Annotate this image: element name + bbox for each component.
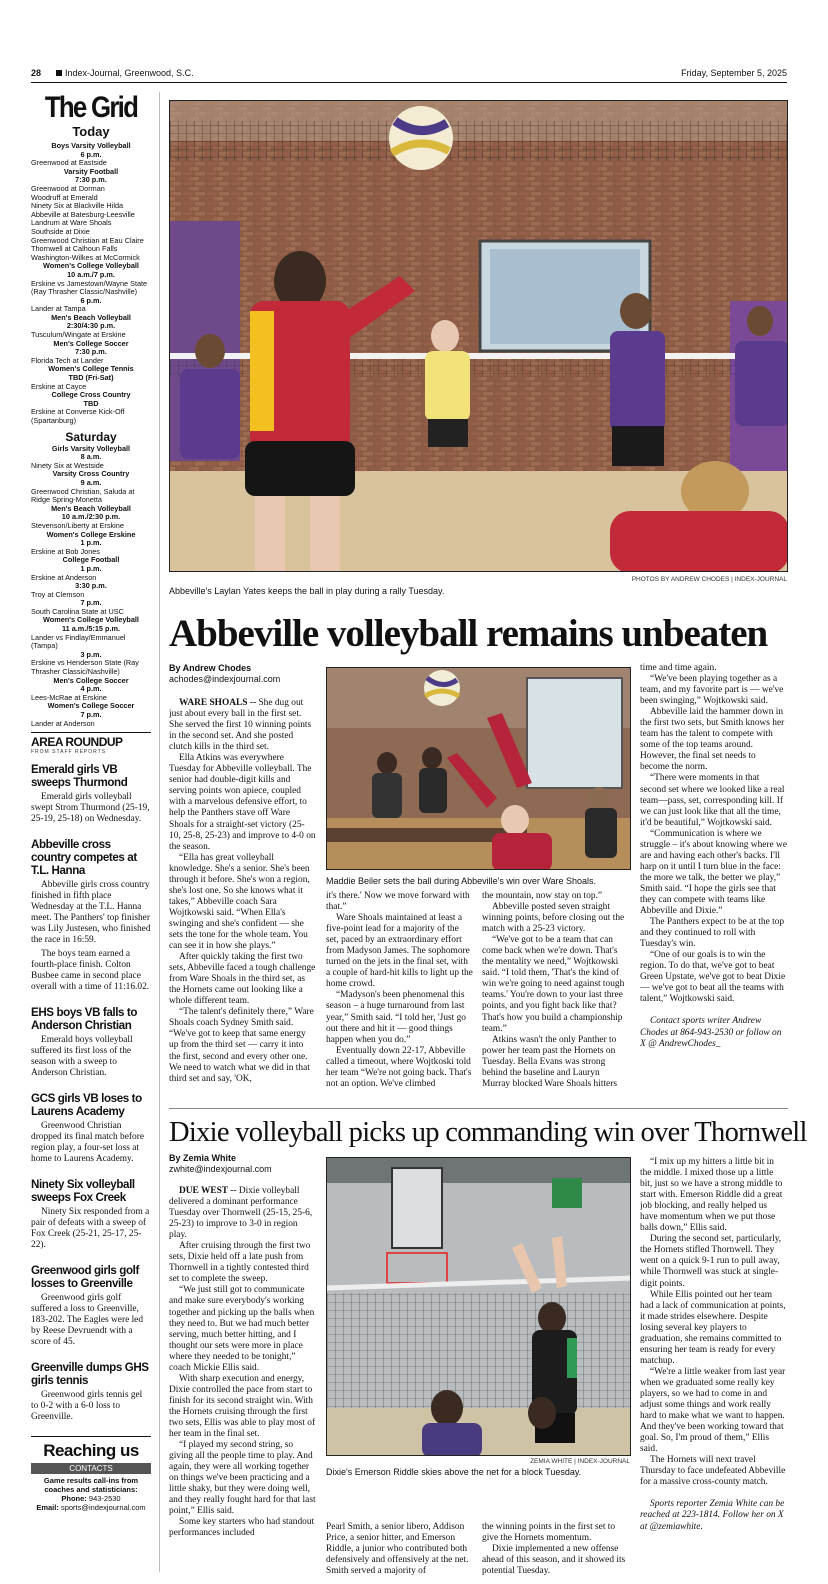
inset-photo-caption: Maddie Beiler sets the ball during Abbeville's win over Ware Shoals. bbox=[326, 876, 597, 886]
brief-paragraph: Greenwood Christian dropped its final match before region play, a four-set loss at home to Laurens Academy. bbox=[31, 1121, 144, 1165]
schedule-game: Lander at Anderson bbox=[31, 718, 95, 728]
schedule-heading: Boys Varsity Volleyball bbox=[51, 141, 131, 150]
story-paragraph: the winning points in the first set to give the Hornets momentum. bbox=[482, 1522, 616, 1544]
brief-headline: GCS girls VB loses to Laurens Academy bbox=[31, 1092, 142, 1119]
roundup-briefs bbox=[31, 763, 151, 1423]
story-paragraph: “We've been playing together as a team, and my favorite part is — we've been swinging,” Wojtkowski said. bbox=[640, 674, 784, 707]
schedule-heading: TBD (Fri-Sat) bbox=[68, 373, 114, 383]
story1-column-1 bbox=[169, 698, 316, 1100]
schedule-heading: 7:30 p.m. bbox=[75, 347, 107, 357]
brief-paragraph: Abbeville girls cross country finished in fifth place Wednesday at the T.L. Hanna meet. The Panthers' top finisher was Lily Justesen, who finished the race in 16:59. bbox=[31, 880, 151, 946]
schedule-game: Greenwood Christian at Eau Claire bbox=[31, 235, 144, 245]
today-schedule bbox=[31, 142, 151, 426]
story-paragraph: Abbeville posted seven straight winning points, before closing out the match with a 25-23 victory. bbox=[482, 902, 625, 935]
story1-column-2 bbox=[326, 891, 473, 1100]
schedule-heading: Men's College Soccer bbox=[53, 338, 129, 348]
story-paragraph: “The talent's definitely there,” Ware Shoals coach Sydney Smith said. “We've got to keep that same energy up from the third set — carry it into the first, second and every other one. We need to watch what we did in that third set and say, 'OK, bbox=[169, 1007, 314, 1084]
story-paragraph: Atkins wasn't the only Panther to power her team past the Hornets on Tuesday. Bella Evans was strong behind the baseline and Lauryn Murray blocked Ware Shoals hitters bbox=[482, 1034, 617, 1089]
story1-headline: Abbeville volleyball remains unbeaten bbox=[169, 612, 768, 655]
dateline: DUE WEST -- bbox=[179, 1186, 239, 1196]
schedule-game: Southside at Dixie bbox=[31, 226, 90, 236]
roundup-brief bbox=[31, 1361, 151, 1423]
story2-column-3 bbox=[482, 1522, 629, 1578]
roundup-brief bbox=[31, 1006, 151, 1079]
grid-title: The Grid bbox=[44, 92, 138, 124]
schedule-game: Lees-McRae at Erskine bbox=[31, 692, 107, 702]
story2-column-1 bbox=[169, 1186, 316, 1578]
brief-paragraph: The boys team earned a fourth-place finish. Colton Busbee came in second place overall with a time of 11:16.02. bbox=[31, 949, 150, 993]
schedule-game: Lander vs Findlay/Emmanuel (Tampa) bbox=[31, 632, 126, 651]
brief-paragraph: Ninety Six responded from a pair of defeats with a sweep of Fox Creek (25-21, 25-17, 25-22). bbox=[31, 1207, 150, 1251]
brief-headline: Ninety Six volleyball sweeps Fox Creek bbox=[31, 1178, 135, 1205]
schedule-game: Washington-Wilkes at McCormick bbox=[31, 252, 140, 262]
writer-contact: Sports reporter Zemia White can be reached at 223-1814. Follow her on X at @zemiawhite. bbox=[640, 1499, 785, 1532]
reaching-us-title: Reaching us bbox=[43, 1441, 139, 1461]
schedule-heading: Women's College Tennis bbox=[48, 364, 134, 374]
schedule-game: Erskine at Cayce bbox=[31, 381, 87, 391]
contacts-email: Email: sports@indexjournal.com bbox=[36, 1503, 146, 1513]
dateline: WARE SHOALS -- bbox=[179, 698, 259, 708]
schedule-heading: Men's College Soccer bbox=[53, 675, 129, 685]
story1-column-3 bbox=[482, 891, 629, 1100]
story-paragraph: “We're a little weaker from last year when we graduated some really key players, so we had to come in and adjust some things and work really hard to make what we want to happen. And they've been working toward that goal. So, I'm proud of them,” Ellis said. bbox=[640, 1366, 786, 1455]
square-bullet-icon bbox=[56, 70, 62, 76]
contacts-bar: CONTACTS bbox=[31, 1463, 151, 1474]
brief-paragraph: Greenwood girls tennis gel to 0-2 with a 6-0 loss to Greenville. bbox=[31, 1390, 143, 1423]
brief-paragraph: Greenwood girls golf suffered a loss to Greenville, 183-202. The Eagles were led by Reese Devruendt with a score of 45. bbox=[31, 1293, 144, 1348]
schedule-heading: 1 p.m. bbox=[80, 538, 102, 548]
brief-headline: Abbeville cross country competes at T.L. Hanna bbox=[31, 838, 137, 878]
story2-column-4 bbox=[640, 1157, 787, 1578]
roundup-brief bbox=[31, 1092, 151, 1165]
story-paragraph: Pearl Smith, a senior libero, Addison Price, a senior hitter, and Emerson Riddle, a junior who contributed both defensively and offensively at the net. Smith served a majority of bbox=[326, 1522, 469, 1577]
story2-headline: Dixie volleyball picks up commanding win over Thornwell bbox=[169, 1117, 807, 1148]
schedule-game: Erskine vs Henderson State (Ray Thrasher Classic/Nashville) bbox=[31, 658, 139, 677]
schedule-heading: 6 p.m. bbox=[80, 295, 102, 305]
story-paragraph: Dixie implemented a new offense ahead of this season, and it showed its potential Tuesday. bbox=[482, 1544, 626, 1577]
schedule-game: South Carolina State at USC bbox=[31, 606, 124, 616]
schedule-game: Erskine at Anderson bbox=[31, 572, 97, 582]
schedule-heading: TBD bbox=[83, 398, 99, 408]
schedule-heading: 2:30/4:30 p.m. bbox=[66, 321, 116, 331]
main-photo-caption: Abbeville's Laylan Yates keeps the ball in play during a rally Tuesday. bbox=[169, 586, 445, 596]
main-photo-credit: PHOTOS BY ANDREW CHODES | INDEX-JOURNAL bbox=[631, 576, 787, 583]
story-paragraph: “Madyson's been phenomenal this season – a huge turnaround from last year,” Smith said. “I told her, 'Just go out there and hit it — good things happen when you do.” bbox=[326, 990, 466, 1045]
story2-photo bbox=[326, 1157, 631, 1456]
schedule-game: Erskine at Bob Jones bbox=[31, 546, 100, 556]
roundup-subtitle: FROM STAFF REPORTS bbox=[31, 749, 107, 756]
story-paragraph: The Hornets will next travel Thursday to face undefeated Abbeville for a massive cross-county match. bbox=[640, 1455, 786, 1488]
brief-paragraph: Emerald girls volleyball swept Strom Thurmond (25-19, 25-19, 25-18) on Wednesday. bbox=[31, 792, 150, 825]
schedule-heading: Women's College Soccer bbox=[47, 701, 135, 711]
story1-email[interactable]: achodes@indexjournal.com bbox=[169, 674, 281, 684]
page-header bbox=[31, 66, 787, 82]
story2-photo-credit: ZEMIA WHITE | INDEX-JOURNAL bbox=[530, 1458, 630, 1465]
brief-headline: Emerald girls VB sweeps Thurmond bbox=[31, 763, 128, 790]
story-paragraph: “Communication is where we struggle – it's about knowing where we are and having each other's backs. I'll harp on it until I turn blue in the face: the more we talk, the better we play,” Smith said. “I hope the girls see that they can compete with teams like Abbeville and Dixie.” bbox=[640, 828, 787, 917]
story1-column-4 bbox=[640, 663, 787, 1103]
roundup-brief bbox=[31, 1178, 151, 1251]
brief-paragraph: Emerald boys volleyball suffered its first loss of the season with a sweep to Anderson Christian. bbox=[31, 1035, 133, 1079]
schedule-heading: 3 p.m. bbox=[80, 649, 102, 659]
grid-rule bbox=[31, 732, 151, 733]
story2-byline bbox=[169, 1153, 319, 1175]
schedule-heading: 7:30 p.m. bbox=[75, 175, 107, 185]
story-paragraph: After cruising through the first two sets, Dixie held off a late push from Thornwell in a tightly contested third set to complete the sweep. bbox=[169, 1241, 311, 1285]
story-paragraph: Eventually down 22-17, Abbeville called a timeout, where Wojtkoski told her team “We're not going back. That's not an option. We've climbed bbox=[326, 1045, 472, 1089]
roundup-brief bbox=[31, 1264, 151, 1348]
left-column bbox=[31, 92, 151, 1572]
schedule-game: Troy at Clemson bbox=[31, 589, 85, 599]
schedule-heading: College Football bbox=[62, 555, 120, 565]
contacts-phone: Phone: 943-2530 bbox=[61, 1494, 121, 1504]
story2-column-2 bbox=[326, 1522, 473, 1578]
story-paragraph: “We've got to be a team that can come back when we're down. That's the mentality we need,” Wojtkowski said. “I told them, 'That's the kind of win we're going to need against tough teams.' You're down to your last three points, and you fight back like that? That's how you build a championship team.” bbox=[482, 935, 625, 1034]
story-paragraph: “One of our goals is to win the region. To do that, we've got to beat Green Upstate, we've got to beat Dixie — we've got to beat all the teams with talent,” Wojtkowski said. bbox=[640, 950, 786, 1005]
inset-photo bbox=[326, 667, 631, 870]
story-paragraph: “Ella has great volleyball knowledge. She's a senior. She's been through it before. She's won a region, she's lost one. So she knows what it takes,” Abbeville coach Sara Wojtkowski said. “When Ella's swinging and she's confident — she sets the tone for the whole team. You can see it in how she plays.” bbox=[169, 852, 310, 952]
schedule-game: Greenwood at Eastside bbox=[31, 158, 107, 168]
schedule-heading: Women's College Erskine bbox=[46, 529, 136, 539]
contacts-rule bbox=[31, 1436, 151, 1437]
schedule-game: Greenwood Christian, Saluda at Ridge Spring-Monetta bbox=[31, 486, 135, 505]
brief-headline: Greenwood girls golf losses to Greenville bbox=[31, 1264, 139, 1291]
page-number: 28 bbox=[31, 68, 42, 78]
story-separator bbox=[169, 1108, 788, 1109]
schedule-heading: 10 a.m./7 p.m. bbox=[67, 269, 115, 279]
schedule-game: Ninety Six at Blackville Hilda bbox=[31, 201, 124, 211]
story-paragraph: Ware Shoals maintained at least a five-point lead for a majority of the set, paced by an extraordinary effort from Madyson James. The sophomore turned on the jets in the final set, with a couple of hard-hit kills to light up the home crowd. bbox=[326, 913, 473, 990]
grid-saturday-heading: Saturday bbox=[65, 429, 117, 444]
schedule-game: Erskine vs Jamestown/Wayne State (Ray Thrasher Classic/Nashville) bbox=[31, 278, 148, 297]
schedule-heading: 1 p.m. bbox=[80, 563, 102, 573]
schedule-heading: 9 a.m. bbox=[80, 477, 102, 487]
schedule-heading: Men's Beach Volleyball bbox=[51, 503, 131, 513]
story1-author: By Andrew Chodes bbox=[169, 663, 252, 673]
story1-byline bbox=[169, 663, 319, 685]
story-paragraph: “I played my second string, so giving all the people time to play. And again, they were all working together on things we've been practicing and a little shaky, but they were doing well, and they really fought hard for that last point,” Ellis said. bbox=[169, 1440, 316, 1517]
schedule-heading: 6 p.m. bbox=[80, 149, 102, 159]
story-paragraph: With sharp execution and energy, Dixie controlled the pace from start to finish for its second straight win. With the Hornets cruising through the first two sets, Ellis was able to play most of her team in the final set. bbox=[169, 1373, 316, 1440]
schedule-heading: Women's College Volleyball bbox=[43, 261, 139, 271]
main-photo bbox=[169, 100, 788, 572]
saturday-schedule bbox=[31, 445, 151, 729]
story-paragraph: WARE SHOALS -- She dug out just about every ball in the first set. She served the first 10 winning points in the second set. And she posted clutch kills in the third set. bbox=[169, 698, 312, 753]
contacts-callin: Game results call-ins from coaches and statisticians: bbox=[43, 1476, 139, 1495]
schedule-heading: College Cross Country bbox=[51, 390, 131, 400]
story-paragraph: While Ellis pointed out her team had a lack of communication at points, it made strides elsewhere. Despite losing several key players to graduation, she remains committed to ensuring her team is ready for every matchup. bbox=[640, 1289, 786, 1366]
story-paragraph: “We just still got to communicate and make sure everybody's working together and picking up the balls when they need to. But we had much better serving, much better hitting, and I thought our sets were more in place where they needed to be tonight,” coach Mickie Ellis said. bbox=[169, 1285, 315, 1373]
story-paragraph: Ella Atkins was everywhere Tuesday for Abbeville volleyball. The senior had double-digit kills and serving points won apiece, coupled with a marvelous defensive effort, to help the Panthers stave off Ware Shoals for a straight-set victory (25-10, 25-8, 25-23) and improve to 4-0 on the season. bbox=[169, 753, 316, 852]
writer-contact: Contact sports writer Andrew Chodes at 864-943-2530 or follow on X @ AndrewChodes_ bbox=[640, 1016, 782, 1049]
schedule-heading: 7 p.m. bbox=[80, 710, 102, 719]
story-paragraph: During the second set, particularly, the Hornets stifled Thornwell. They went on a quick 9-1 run to pull away, while Thornwell was stuck at single-digit points. bbox=[640, 1234, 782, 1289]
schedule-heading: 3:30 p.m. bbox=[75, 581, 107, 591]
schedule-game: Florida Tech at Lander bbox=[31, 355, 104, 365]
schedule-heading: 11 a.m./5:15 p.m. bbox=[61, 624, 120, 634]
schedule-game: Lander at Tampa bbox=[31, 304, 86, 314]
schedule-game: Ninety Six at Westside bbox=[31, 460, 104, 470]
contacts-body bbox=[31, 1476, 151, 1512]
schedule-heading: Varsity Football bbox=[63, 166, 119, 176]
schedule-heading: Women's College Volleyball bbox=[43, 615, 139, 625]
volleyball-action-photo bbox=[170, 101, 788, 572]
story-paragraph: “I mix up my hitters a little bit in the middle. I mixed those up a little bit, just so we have a strong middle to start with. Emerson Riddle did a great job blocking, and really helped us have momentum when we put those balls down,” Ellis said. bbox=[640, 1157, 783, 1234]
schedule-heading: 7 p.m. bbox=[80, 598, 102, 608]
story-paragraph: time and time again. bbox=[640, 663, 717, 673]
schedule-game: Landrum at Ware Shoals bbox=[31, 218, 112, 228]
schedule-game: Tusculum/Wingate at Erskine bbox=[31, 330, 126, 340]
schedule-heading: 8 a.m. bbox=[80, 452, 102, 462]
story2-photo-caption: Dixie's Emerson Riddle skies above the net for a block Tuesday. bbox=[326, 1467, 582, 1477]
brief-headline: Greenville dumps GHS girls tennis bbox=[31, 1361, 149, 1388]
story-paragraph: Some key starters who had standout performances included bbox=[169, 1517, 315, 1539]
story-paragraph: The Panthers expect to be at the top and they continued to roll with Tuesday's win. bbox=[640, 917, 785, 950]
roundup-brief bbox=[31, 763, 151, 825]
schedule-heading: Girls Varsity Volleyball bbox=[51, 443, 131, 453]
schedule-game: Abbeville at Batesburg-Leesville bbox=[31, 209, 135, 219]
story-paragraph: Abbeville laid the hammer down in the first two sets, but Smith knows her team has the talent to compete with some of the top teams around. However, the final set needs to become the norm. bbox=[640, 707, 785, 773]
story2-author: By Zemia White bbox=[169, 1153, 237, 1163]
schedule-game: Erskine at Converse Kick-Off (Spartanburg) bbox=[31, 407, 125, 425]
column-divider bbox=[159, 92, 160, 1572]
schedule-heading: 4 p.m. bbox=[80, 684, 102, 694]
schedule-game: Woodruff at Emerald bbox=[31, 192, 98, 202]
publication-name: Index-Journal, Greenwood, S.C. bbox=[56, 68, 194, 78]
issue-date: Friday, September 5, 2025 bbox=[681, 68, 787, 78]
story-paragraph: it's there.' Now we move forward with that.” bbox=[326, 891, 470, 913]
brief-headline: EHS boys VB falls to Anderson Christian bbox=[31, 1006, 138, 1033]
schedule-heading: Men's Beach Volleyball bbox=[51, 312, 131, 322]
volleyball-setter-photo bbox=[327, 668, 631, 870]
schedule-game: Stevenson/Liberty at Erskine bbox=[31, 520, 124, 530]
schedule-game: Thornwell at Calhoun Falls bbox=[31, 244, 118, 254]
header-rule bbox=[31, 82, 787, 83]
schedule-heading: 10 a.m./2:30 p.m. bbox=[61, 512, 121, 522]
grid-today-heading: Today bbox=[72, 124, 110, 139]
story-paragraph: “There were moments in that second set where we looked like a real team—pass, set, corresponding kill. If we can just look like that all the time, it'd be beautiful,” Wojtkowski said. bbox=[640, 773, 785, 828]
story-paragraph: the mountain, now stay on top.” bbox=[482, 891, 603, 901]
dixie-block-photo bbox=[327, 1158, 631, 1456]
story2-email[interactable]: zwhite@indexjournal.com bbox=[169, 1164, 272, 1174]
schedule-game: Greenwood at Dorman bbox=[31, 183, 105, 193]
schedule-heading: Varsity Cross Country bbox=[52, 469, 130, 479]
roundup-brief bbox=[31, 838, 151, 993]
story-paragraph: DUE WEST -- Dixie volleyball delivered a dominant performance Tuesday over Thornwell (25-15, 25-6, 25-23) to improve to 3-0 in region play. bbox=[169, 1186, 313, 1241]
roundup-title: AREA ROUNDUP bbox=[31, 735, 123, 750]
story-paragraph: After quickly taking the first two sets, Abbeville faced a tough challenge from Ware Shoals in the third set, as the Hornets came out looking like a whole different team. bbox=[169, 952, 316, 1007]
